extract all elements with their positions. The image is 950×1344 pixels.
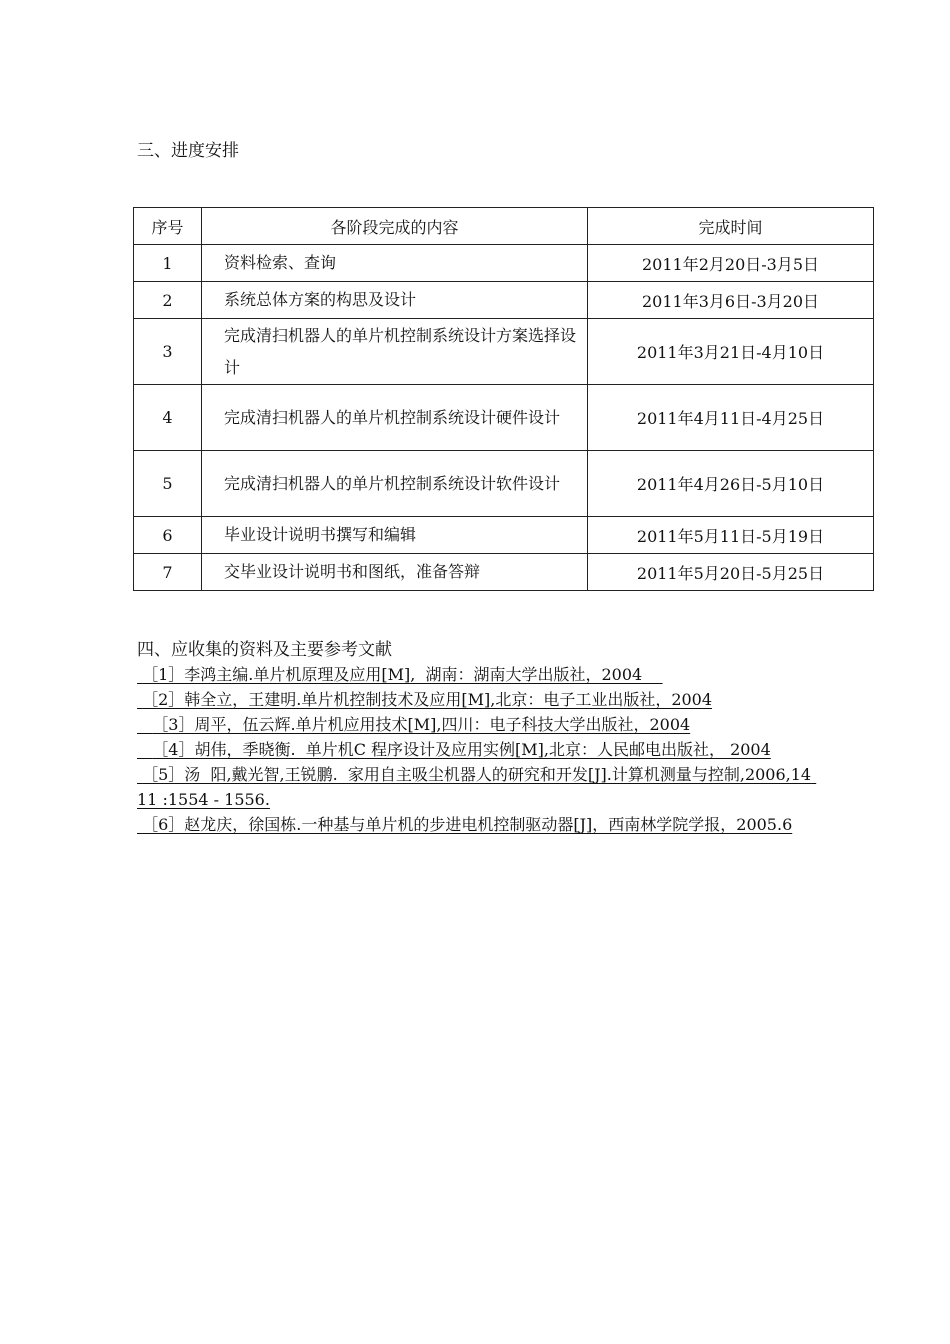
- row-number: 6: [134, 517, 202, 554]
- row-content: 交毕业设计说明书和图纸，准备答辩: [202, 554, 588, 591]
- row-content: 毕业设计说明书撰写和编辑: [202, 517, 588, 554]
- reference-item-6: ［6］赵龙庆，徐国栋.一种基与单片机的步进电机控制驱动器[J]，西南林学院学报，2005.6: [137, 815, 793, 834]
- reference-item-3: ［3］周平，伍云辉.单片机应用技术[M],四川：电子科技大学出版社，2004: [137, 715, 691, 734]
- schedule-header-row: [134, 208, 874, 245]
- header-completion-time: 完成时间: [588, 208, 874, 245]
- row-number: 3: [134, 319, 202, 385]
- table-row: [134, 554, 874, 591]
- row-time: 2011年5月20日-5月25日: [588, 554, 874, 591]
- reference-item-5: ［5］汤 阳,戴光智,王锐鹏. 家用自主吸尘机器人的研究和开发[J].计算机测量与控制,2006,14 11 :1554 - 1556.: [137, 765, 817, 809]
- row-number: 2: [134, 282, 202, 319]
- row-time: 2011年4月11日-4月25日: [588, 385, 874, 451]
- row-number: 4: [134, 385, 202, 451]
- row-time: 2011年5月11日-5月19日: [588, 517, 874, 554]
- header-sequence-number: 序号: [134, 208, 202, 245]
- reference-item-1: ［1］李鸿主编.单片机原理及应用[M], 湖南：湖南大学出版社，2004: [137, 665, 663, 684]
- table-row: [134, 282, 874, 319]
- row-number: 5: [134, 451, 202, 517]
- row-number: 7: [134, 554, 202, 591]
- row-content: 系统总体方案的构思及设计: [202, 282, 588, 319]
- header-stage-content: 各阶段完成的内容: [202, 208, 588, 245]
- table-row: [134, 385, 874, 451]
- row-content: 完成清扫机器人的单片机控制系统设计硬件设计: [202, 385, 588, 451]
- table-row: [134, 451, 874, 517]
- row-content: 完成清扫机器人的单片机控制系统设计软件设计: [202, 451, 588, 517]
- references-section-heading: 四、应收集的资料及主要参考文献: [137, 640, 392, 660]
- row-time: 2011年3月21日-4月10日: [588, 319, 874, 385]
- row-content: 完成清扫机器人的单片机控制系统设计方案选择设计: [202, 319, 588, 385]
- schedule-section-heading: 三、进度安排: [137, 141, 239, 161]
- reference-item-2: ［2］韩全立，王建明.单片机控制技术及应用[M],北京：电子工业出版社，2004: [137, 690, 713, 709]
- reference-item-4: ［4］胡伟，季晓衡. 单片机C 程序设计及应用实例[M],北京：人民邮电出版社， 2004: [137, 740, 771, 759]
- table-row: [134, 319, 874, 385]
- row-content: 资料检索、查询: [202, 245, 588, 282]
- row-time: 2011年3月6日-3月20日: [588, 282, 874, 319]
- reference-list: [137, 662, 819, 837]
- row-time: 2011年4月26日-5月10日: [588, 451, 874, 517]
- schedule-table: [133, 207, 874, 591]
- row-number: 1: [134, 245, 202, 282]
- table-row: [134, 245, 874, 282]
- row-time: 2011年2月20日-3月5日: [588, 245, 874, 282]
- table-row: [134, 517, 874, 554]
